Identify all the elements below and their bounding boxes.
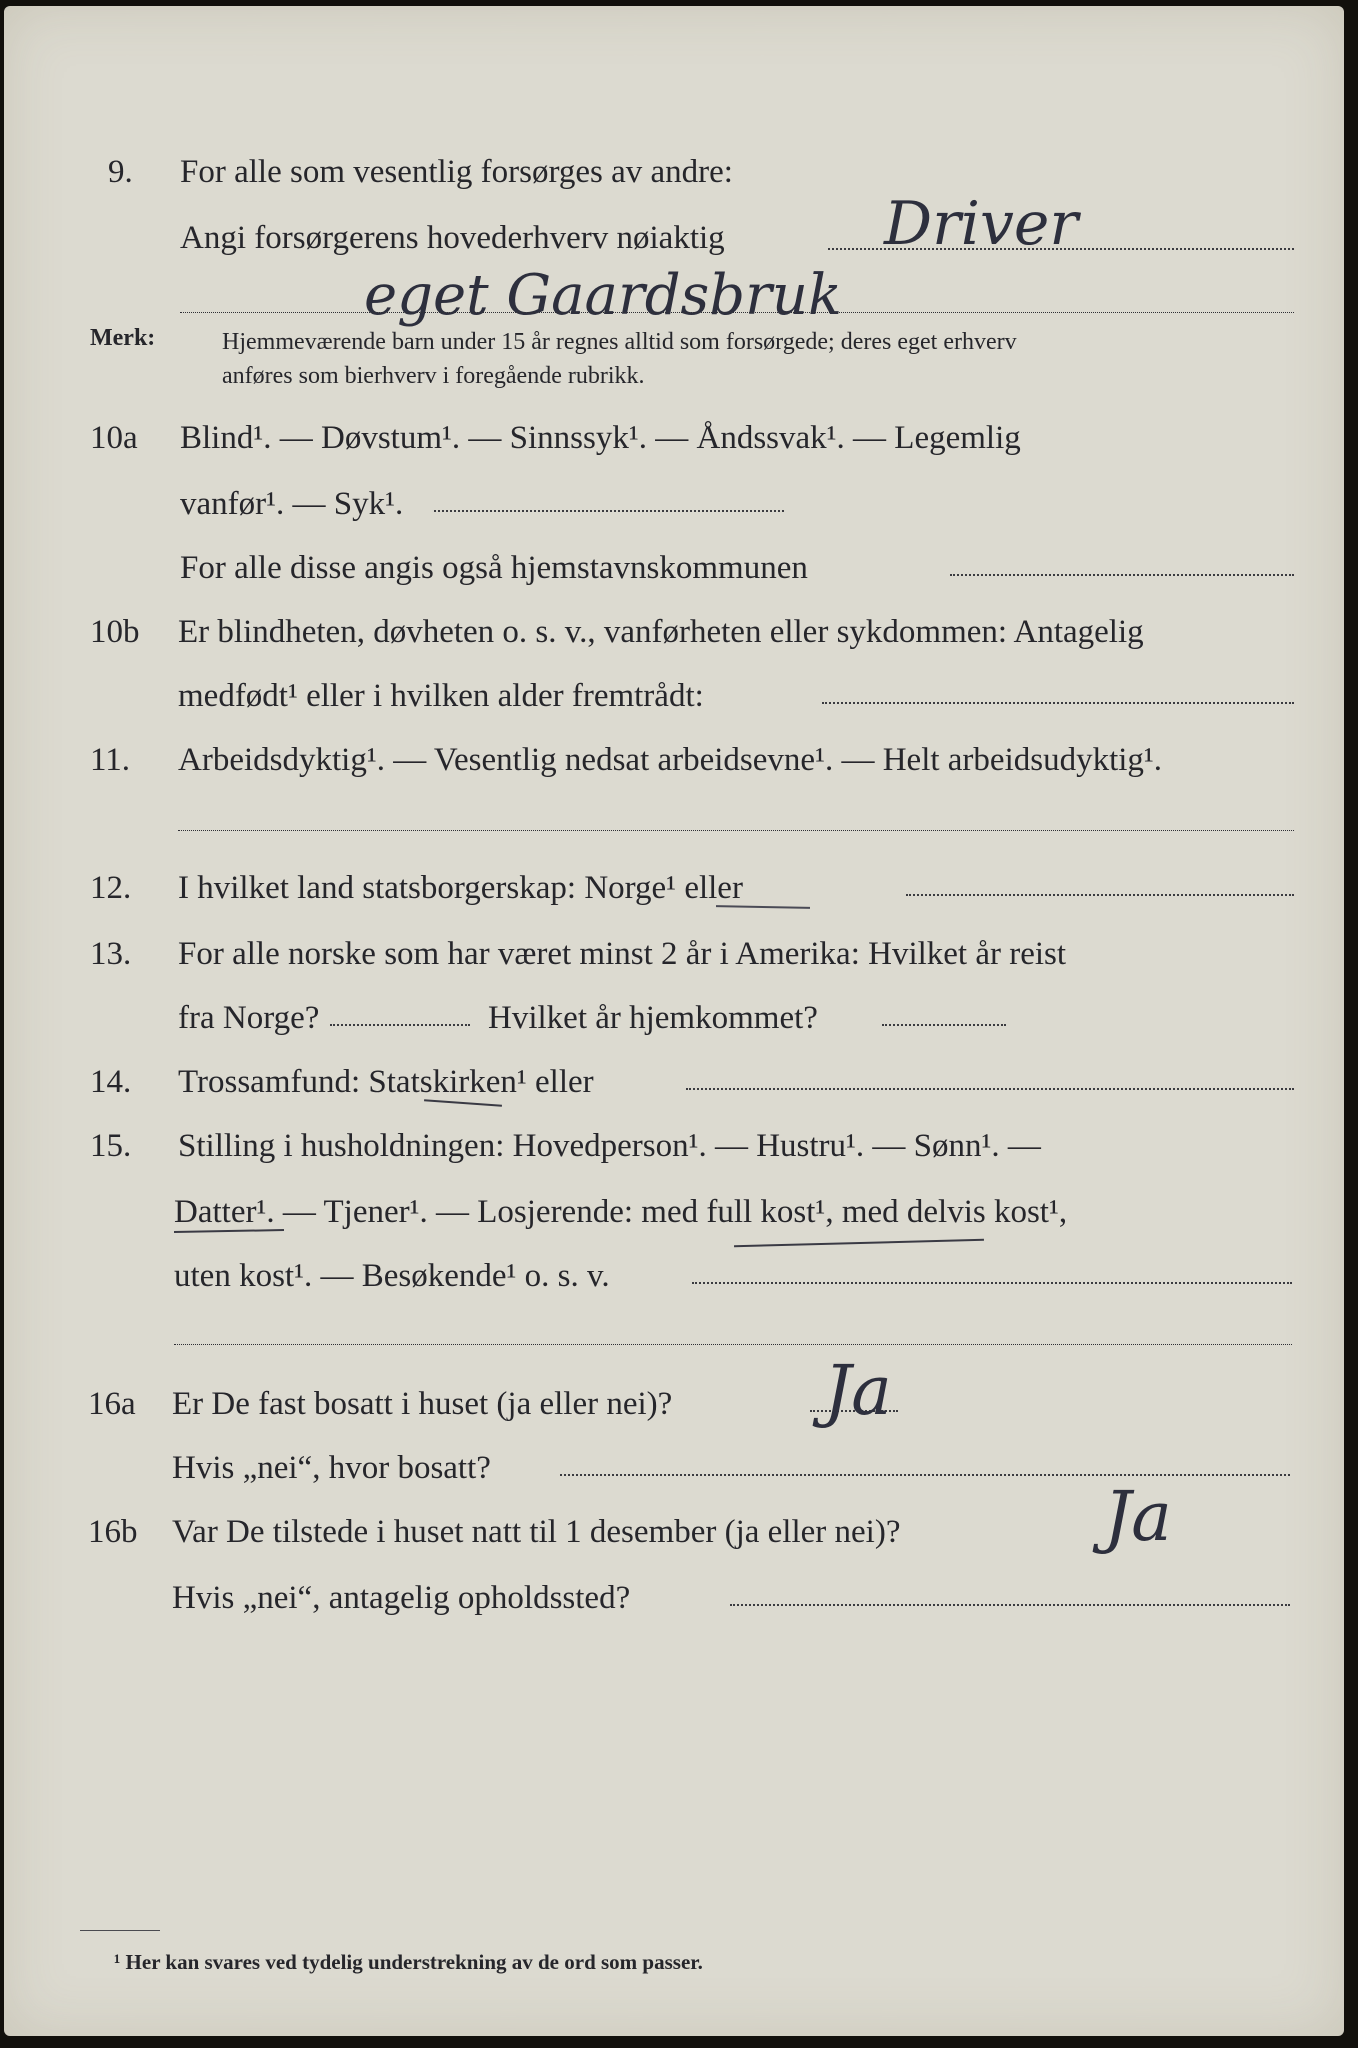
q12-number: 12.: [90, 870, 132, 906]
q15-line3: uten kost¹. — Besøkende¹ o. s. v.: [174, 1258, 610, 1294]
merk-label: Merk:: [90, 325, 156, 351]
q15-line1: Stilling i husholdningen: Hovedperson¹. — Hustru¹. — Sønn¹. —: [178, 1128, 1041, 1164]
q10a-answer-line1: [434, 510, 784, 512]
form-page: [4, 6, 1344, 2036]
q9-line2: Angi forsørgerens hovederhverv nøiaktig: [180, 220, 725, 256]
q11-line1: Arbeidsdyktig¹. — Vesentlig nedsat arbeidsevne¹. — Helt arbeidsudyktig¹.: [178, 742, 1163, 778]
q16a-line2: Hvis „nei“, hvor bosatt?: [172, 1450, 491, 1486]
q10b-line1: Er blindheten, døvheten o. s. v., vanførheten eller sykdommen: Antagelig: [178, 614, 1144, 650]
q9-answer-line2: [180, 312, 1294, 313]
footnote-rule: [80, 1930, 160, 1931]
q12-line1: I hvilket land statsborgerskap: Norge¹ eller: [178, 870, 743, 906]
q10a-line1: Blind¹. — Døvstum¹. — Sinnssyk¹. — Åndssvak¹. — Legemlig: [180, 420, 1021, 456]
footnote-text: ¹ Her kan svares ved tydelig understrekning av de ord som passer.: [114, 1950, 703, 1974]
q9-handwritten-answer1: Driver: [884, 189, 1079, 259]
q16a-number: 16a: [88, 1386, 136, 1422]
q14-number: 14.: [90, 1064, 132, 1100]
q12-norge-underline: [716, 905, 810, 909]
q16b-line2: Hvis „nei“, antagelig opholdssted?: [172, 1580, 631, 1616]
q16b-number: 16b: [88, 1514, 138, 1550]
q9-answer-line1: [828, 248, 1294, 250]
q16b-answer-line: [730, 1604, 1290, 1606]
q13-line2a: fra Norge?: [178, 1000, 320, 1036]
q11-answer-line: [178, 830, 1294, 831]
q9-handwritten-answer2: eget Gaardsbruk: [364, 263, 842, 328]
q16b-line1: Var De tilstede i huset natt til 1 desember (ja eller nei)?: [172, 1514, 901, 1550]
q13-line2b: Hvilket år hjemkommet?: [488, 1000, 818, 1036]
q13-line1: For alle norske som har været minst 2 år i Amerika: Hvilket år reist: [178, 936, 1067, 972]
q11-number: 11.: [90, 742, 131, 778]
q15-full-kost-underline: [734, 1239, 984, 1248]
q15-number: 15.: [90, 1128, 132, 1164]
q14-statskirken-underline: [424, 1099, 502, 1106]
q10b-answer-line: [822, 702, 1294, 704]
q16b-handwritten-answer: Ja: [1104, 1478, 1172, 1557]
q15-answer-line2: [174, 1344, 1292, 1345]
merk-line2: anføres som bierhverv i foregående rubrikk.: [222, 363, 645, 389]
q10a-line2: vanfør¹. — Syk¹.: [180, 486, 404, 522]
q14-answer-line: [686, 1088, 1294, 1090]
q13-answer-line2: [882, 1024, 1006, 1026]
q10a-number: 10a: [90, 420, 138, 456]
q10a-line3: For alle disse angis også hjemstavnskommunen: [180, 550, 808, 586]
q15-answer-line1: [692, 1282, 1292, 1284]
q16a-line1: Er De fast bosatt i huset (ja eller nei)?: [172, 1386, 673, 1422]
q14-line1: Trossamfund: Statskirken¹ eller: [178, 1064, 594, 1100]
q15-line2: Datter¹. — Tjener¹. — Losjerende: med full kost¹, med delvis kost¹,: [174, 1194, 1068, 1230]
q13-number: 13.: [90, 936, 132, 972]
q10b-line2: medfødt¹ eller i hvilken alder fremtrådt:: [178, 678, 704, 714]
merk-line1: Hjemmeværende barn under 15 år regnes alltid som forsørgede; deres eget erhverv: [222, 329, 1017, 355]
q16a-handwritten-answer: Ja: [824, 1352, 892, 1431]
q13-answer-line1: [330, 1024, 470, 1026]
q10b-number: 10b: [90, 614, 140, 650]
q9-line1: For alle som vesentlig forsørges av andre:: [180, 154, 733, 190]
q10a-answer-line2: [950, 574, 1294, 576]
q9-number: 9.: [108, 154, 133, 190]
q12-answer-line: [906, 894, 1294, 896]
q16a-answer-line2: [560, 1474, 1290, 1476]
